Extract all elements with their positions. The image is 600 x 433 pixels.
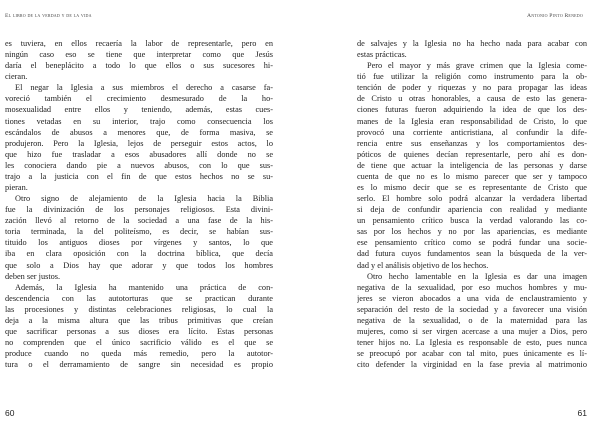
text-line: sas por los hechos y no por las apariencias, es mediante — [357, 227, 587, 237]
text-line: serlo. El hombre solo podrá alcanzar la verdadera libertad — [357, 194, 587, 204]
text-line: daría el beneplácito a todo lo que ellos o sus sucesores hi- — [5, 61, 273, 71]
text-line: de Cristo u otras honorables, a causa de esto las genera- — [357, 94, 587, 104]
text-line: fue la divinización de los personajes religiosos. Esta divini- — [5, 205, 273, 215]
text-line: un pensamiento crítico busca la verdad valorando las co- — [357, 216, 587, 226]
text-line: cuenta de que no es lo mismo parecer que ser y tampoco — [357, 171, 587, 181]
text-line: pieran. — [5, 183, 28, 193]
text-line: voreció también el crecimiento desmesurado de la ho- — [5, 94, 273, 104]
text-line: póticos de quienes decían representarle, pero ahí es don- — [357, 149, 587, 159]
text-line: tura o el derramamiento de sangre sin necesidad es propio — [5, 360, 273, 370]
text-line: Además, la Iglesia ha mantenido una práctica de con- — [15, 282, 273, 292]
text-line: dad y el análisis objetivo de los hechos. — [357, 260, 489, 270]
text-line: que hizo fue trasladar a esos abusadores allí donde no se — [5, 149, 273, 159]
text-line: Otro hecho lamentable en la Iglesia es dar una imagen — [367, 271, 587, 281]
text-line: de salvajes y la Iglesia no ha hecho nada para acabar con — [357, 39, 587, 48]
text-line: es lo mismo decir que se es representante de Cristo que — [357, 183, 587, 193]
text-line: ningún caso eso se tiene que interpretar como que Jesús — [5, 50, 273, 60]
text-line: que sacrificar personas a sus dioses era lícito. Estas personas — [5, 327, 273, 337]
text-line: zación llevó al retorno de la sociedad a una fase de la his- — [5, 216, 273, 226]
text-line: toria terminada, la del politeísmo, es decir, se habían sus- — [5, 227, 273, 237]
text-line: separación del resto de la sociedad y a favorecer una visión — [357, 304, 587, 314]
text-line: Pero el mayor y más grave crimen que la Iglesia come- — [367, 61, 587, 71]
text-line: tituido los antiguos dioses por vírgenes y santos, lo que — [5, 238, 273, 248]
text-line: mujeres, como si ser virgen acercase a una mujer a Dios, pero — [357, 327, 587, 337]
text-line: provocó una corriente anticristiana, al confundir la dife- — [357, 127, 587, 137]
text-line: negativa de la sexualidad, o de la maternidad para las — [357, 315, 587, 325]
text-line: produce cuando no queda más remedio, pero la autotor- — [5, 349, 273, 359]
text-line: tiones vetadas en su interior, trajo como consecuencia los — [5, 116, 273, 126]
text-line: tener hijos no. La Iglesia es responsable de esto, pues nunca — [357, 338, 587, 348]
text-line: no comprenden que el único sacrificio válido es el que se — [5, 338, 273, 348]
text-line: ese pensamiento crítico como se podrá fundar una socie- — [357, 238, 587, 248]
page-number-right: 61 — [577, 408, 587, 418]
text-line: dad futura cuyos fundamentos sean la búsqueda de la ver- — [357, 249, 587, 259]
text-line: les conociera dando pie a nuevos abusos, con lo que sus- — [5, 160, 273, 170]
text-line: tención de poder y riquezas y no para propagar las ideas — [357, 83, 587, 93]
text-line: escándalos de abusos a menores que, de forma masiva, se — [5, 127, 273, 137]
text-line: trajo a la justicia con el fin de que estos hechos no se su- — [5, 171, 273, 181]
text-line: iba en clara oposición con la doctrina bíblica, que decía — [5, 249, 273, 259]
running-header-left: El libro de la verdad y de la vida — [5, 13, 92, 19]
running-header-right: Antonio Pinto Renedo — [527, 13, 583, 19]
text-line: estas prácticas. — [357, 50, 407, 60]
right-page — [300, 0, 600, 433]
left-page-body-text — [5, 38, 273, 370]
right-page-body-text — [357, 38, 587, 370]
text-line: produjeron. Pero la Iglesia, lejos de perseguir estos actos, lo — [5, 138, 273, 148]
text-line: cito defender la virginidad en la fase previa al matrimonio — [357, 360, 587, 370]
text-line: descendencia con las autotorturas que se practican durante — [5, 293, 273, 303]
text-line: las procesiones y distintas celebraciones religiosas, lo cual la — [5, 304, 273, 314]
text-line: deja a la misma altura que las tribus primitivas que creían — [5, 315, 273, 325]
text-line: si deja de confundir apariencia con realidad y mediante — [357, 205, 587, 215]
text-line: deben ser justos. — [5, 271, 61, 281]
text-line: manes de la Iglesia eran responsabilidad de Cristo, lo que — [357, 116, 587, 126]
text-line: ciones futuras fueron adquiriendo la idea de que los des- — [357, 105, 587, 115]
text-line: negativa de la sexualidad, por eso muchos hombres y mu- — [357, 282, 587, 292]
text-line: cieran. — [5, 72, 28, 82]
text-line: que solo a Dios hay que adorar y que todos los hombres — [5, 260, 273, 270]
text-line: tió fue utilizar la religión como instrumento para la ob- — [357, 72, 587, 82]
text-line: se preocupó por acabar con tal mito, pues únicamente es lí- — [357, 349, 587, 359]
text-line: mosexualidad entre ellos y teniendo, además, estas cues- — [5, 105, 273, 115]
text-line: de tiene que actuar la inteligencia de las personas y darse — [357, 160, 587, 170]
page-number-left: 60 — [5, 408, 15, 418]
text-line: es tuviera, en ellos recaería la labor de representarle, pero en — [5, 39, 273, 48]
text-line: El negar la Iglesia a sus miembros el derecho a casarse fa- — [15, 83, 273, 93]
text-line: jeres se vieron abocados a una vida de enclaustramiento y — [357, 293, 587, 303]
text-line: Otro signo de alejamiento de la Iglesia hacia la Biblia — [15, 194, 273, 204]
text-line: rencia entre sus enseñanzas y los comportamientos des- — [357, 138, 587, 148]
